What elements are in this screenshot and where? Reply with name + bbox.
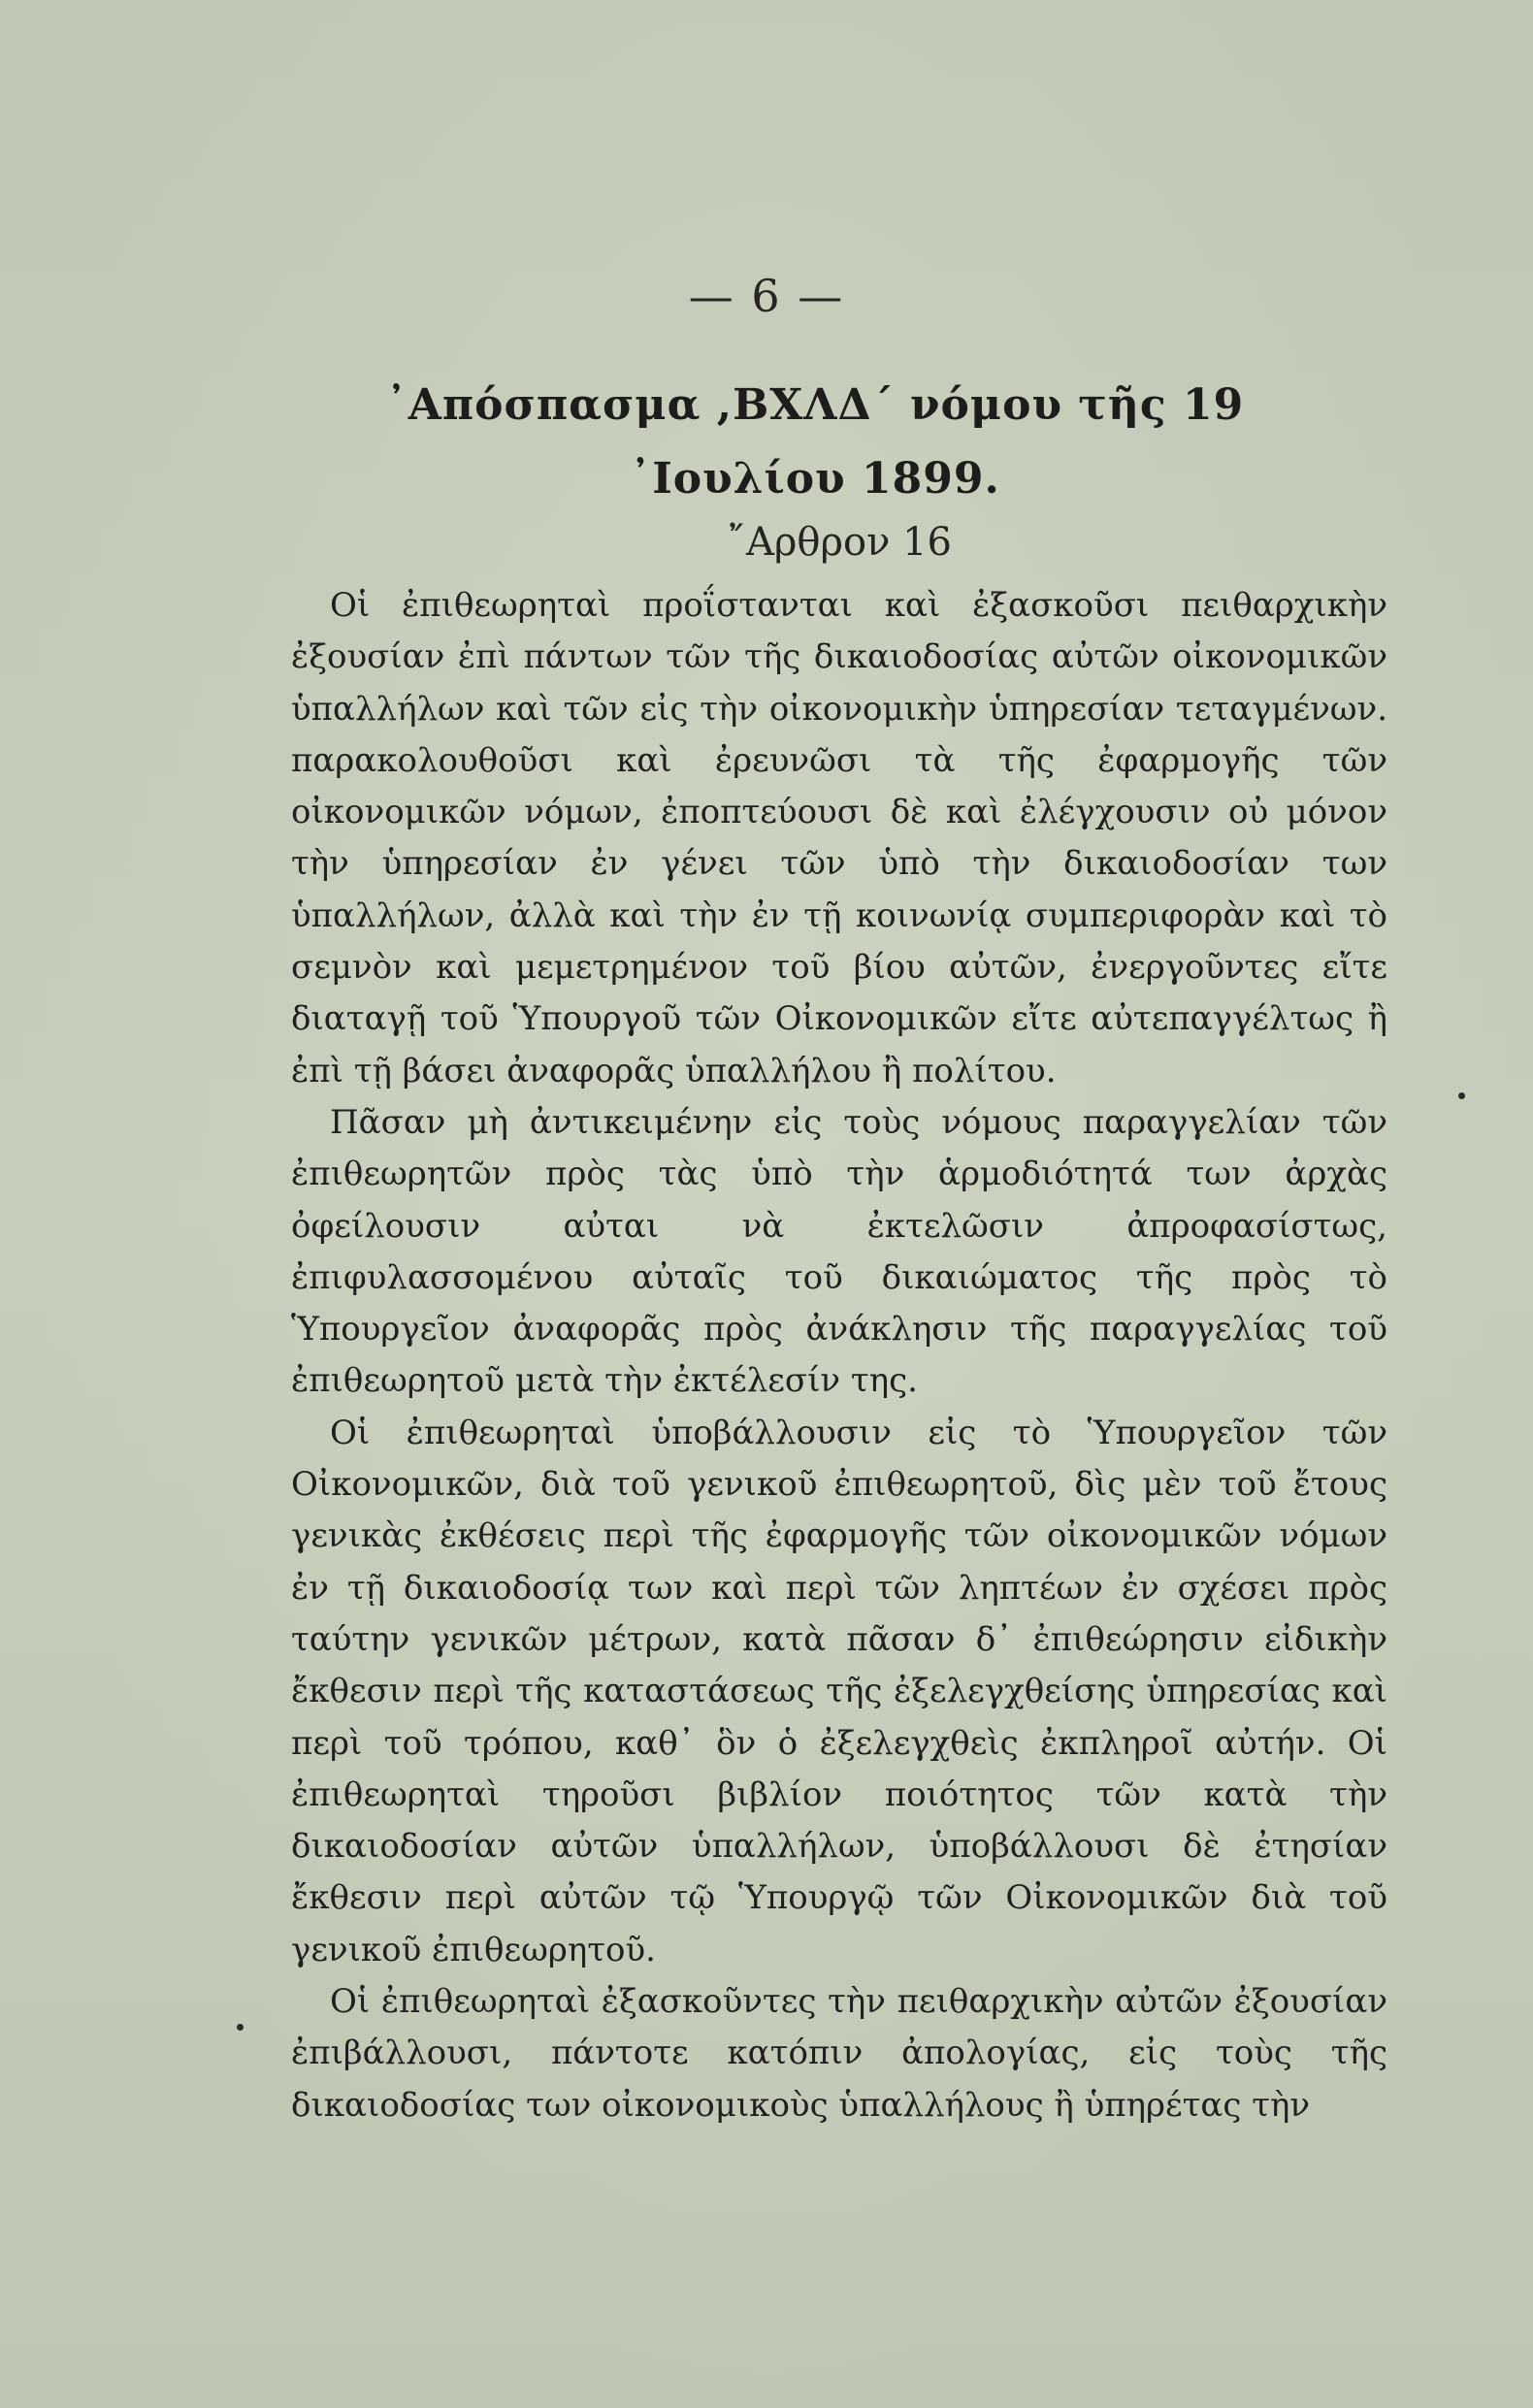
page-number: — 6 —	[688, 270, 845, 322]
article-title: ῎Αρθρον 16	[726, 520, 952, 565]
page-heading: ᾽Απόσπασμα ,ΒΧΛΔ΄ νόμου τῆς 19 ᾽Ιουλίου 1899.	[385, 380, 1245, 504]
paragraph-3: Οἱ ἐπιθεωρηταὶ ὑποβάλλουσιν εἰς τὸ Ὑπουργεῖον τῶν Οἰκονομικῶν, διὰ τοῦ γενικοῦ ἐπιθεωρητοῦ, δὶς μὲν τοῦ ἔτους γενικὰς ἐκθέσεις περὶ τῆς ἐφαρμογῆς τῶν οἰκονομικῶν νόμων ἐν τῇ δικαιοδοσίᾳ των καὶ περὶ τῶν ληπτέων ἐν σχέσει πρὸς ταύτην γενικῶν μέτρων, κατὰ πᾶσαν δ᾽ ἐπιθεώρησιν εἰδικὴν ἔκθεσιν περὶ τῆς καταστάσεως τῆς ἐξελεγχθείσης ὑπηρεσίας καὶ περὶ τοῦ τρόπου, καθ᾽ ὃν ὁ ἐξελεγχθεὶς ἐκπληροῖ αὐτήν. Οἱ ἐπιθεωρηταὶ τηροῦσι βιβλίον ποιότητος τῶν κατὰ τὴν δικαιοδοσίαν αὐτῶν ὑπαλλήλων, ὑποβάλλουσι δὲ ἐτησίαν ἔκθεσιν περὶ αὐτῶν τῷ Ὑπουργῷ τῶν Οἰκονομικῶν διὰ τοῦ γενικοῦ ἐπιθεωρητοῦ.	[291, 1413, 1387, 1969]
paragraph-1: Οἱ ἐπιθεωρηταὶ προΐστανται καὶ ἐξασκοῦσι πειθαρχικὴν ἐξουσίαν ἐπὶ πάντων τῶν τῆς δικαιοδοσίας αὐτῶν οἰκονομικῶν ὑπαλλήλων καὶ τῶν εἰς τὴν οἰκονομικὴν ὑπηρεσίαν τεταγμένων. παρακολουθοῦσι καὶ ἐρευνῶσι τὰ τῆς ἐφαρμογῆς τῶν οἰκονομικῶν νόμων, ἐποπτεύουσι δὲ καὶ ἐλέγχουσιν οὐ μόνον τὴν ὑπηρεσίαν ἐν γένει τῶν ὑπὸ τὴν δικαιοδοσίαν των ὑπαλλήλων, ἀλλὰ καὶ τὴν ἐν τῇ κοινωνίᾳ συμπεριφορὰν καὶ τὸ σεμνὸν καὶ μεμετρημένον τοῦ βίου αὐτῶν, ἐνεργοῦντες εἴτε διαταγῇ τοῦ Ὑπουργοῦ τῶν Οἰκονομικῶν εἴτε αὐτεπαγγέλτως ἢ ἐπὶ τῇ βάσει ἀναφορᾶς ὑπαλλήλου ἢ πολίτου.	[291, 586, 1387, 1090]
paragraph-2: Πᾶσαν μὴ ἀντικειμένην εἰς τοὺς νόμους παραγγελίαν τῶν ἐπιθεωρητῶν πρὸς τὰς ὑπὸ τὴν ἁρμοδιότητά των ἀρχὰς ὀφείλουσιν αὐται νὰ ἐκτελῶσιν ἀπροφασίστως, ἐπιφυλασσομένου αὐταῖς τοῦ δικαιώματος τῆς πρὸς τὸ Ὑπουργεῖον ἀναφορᾶς πρὸς ἀνάκλησιν τῆς παραγγελίας τοῦ ἐπιθεωρητοῦ μετὰ τὴν ἐκτέλεσίν της.	[291, 1102, 1387, 1401]
body-text	[291, 580, 1387, 2131]
ink-speck	[237, 2024, 244, 2031]
ink-speck	[1458, 1092, 1465, 1099]
paragraph-4: Οἱ ἐπιθεωρηταὶ ἐξασκοῦντες τὴν πειθαρχικὴν αὐτῶν ἐξουσίαν ἐπιβάλλουσι, πάντοτε κατόπιν ἀπολογίας, εἰς τοὺς τῆς δικαιοδοσίας των οἰκονομικοὺς ὑπαλλήλους ἢ ὑπηρέτας τὴν	[291, 1982, 1387, 2125]
